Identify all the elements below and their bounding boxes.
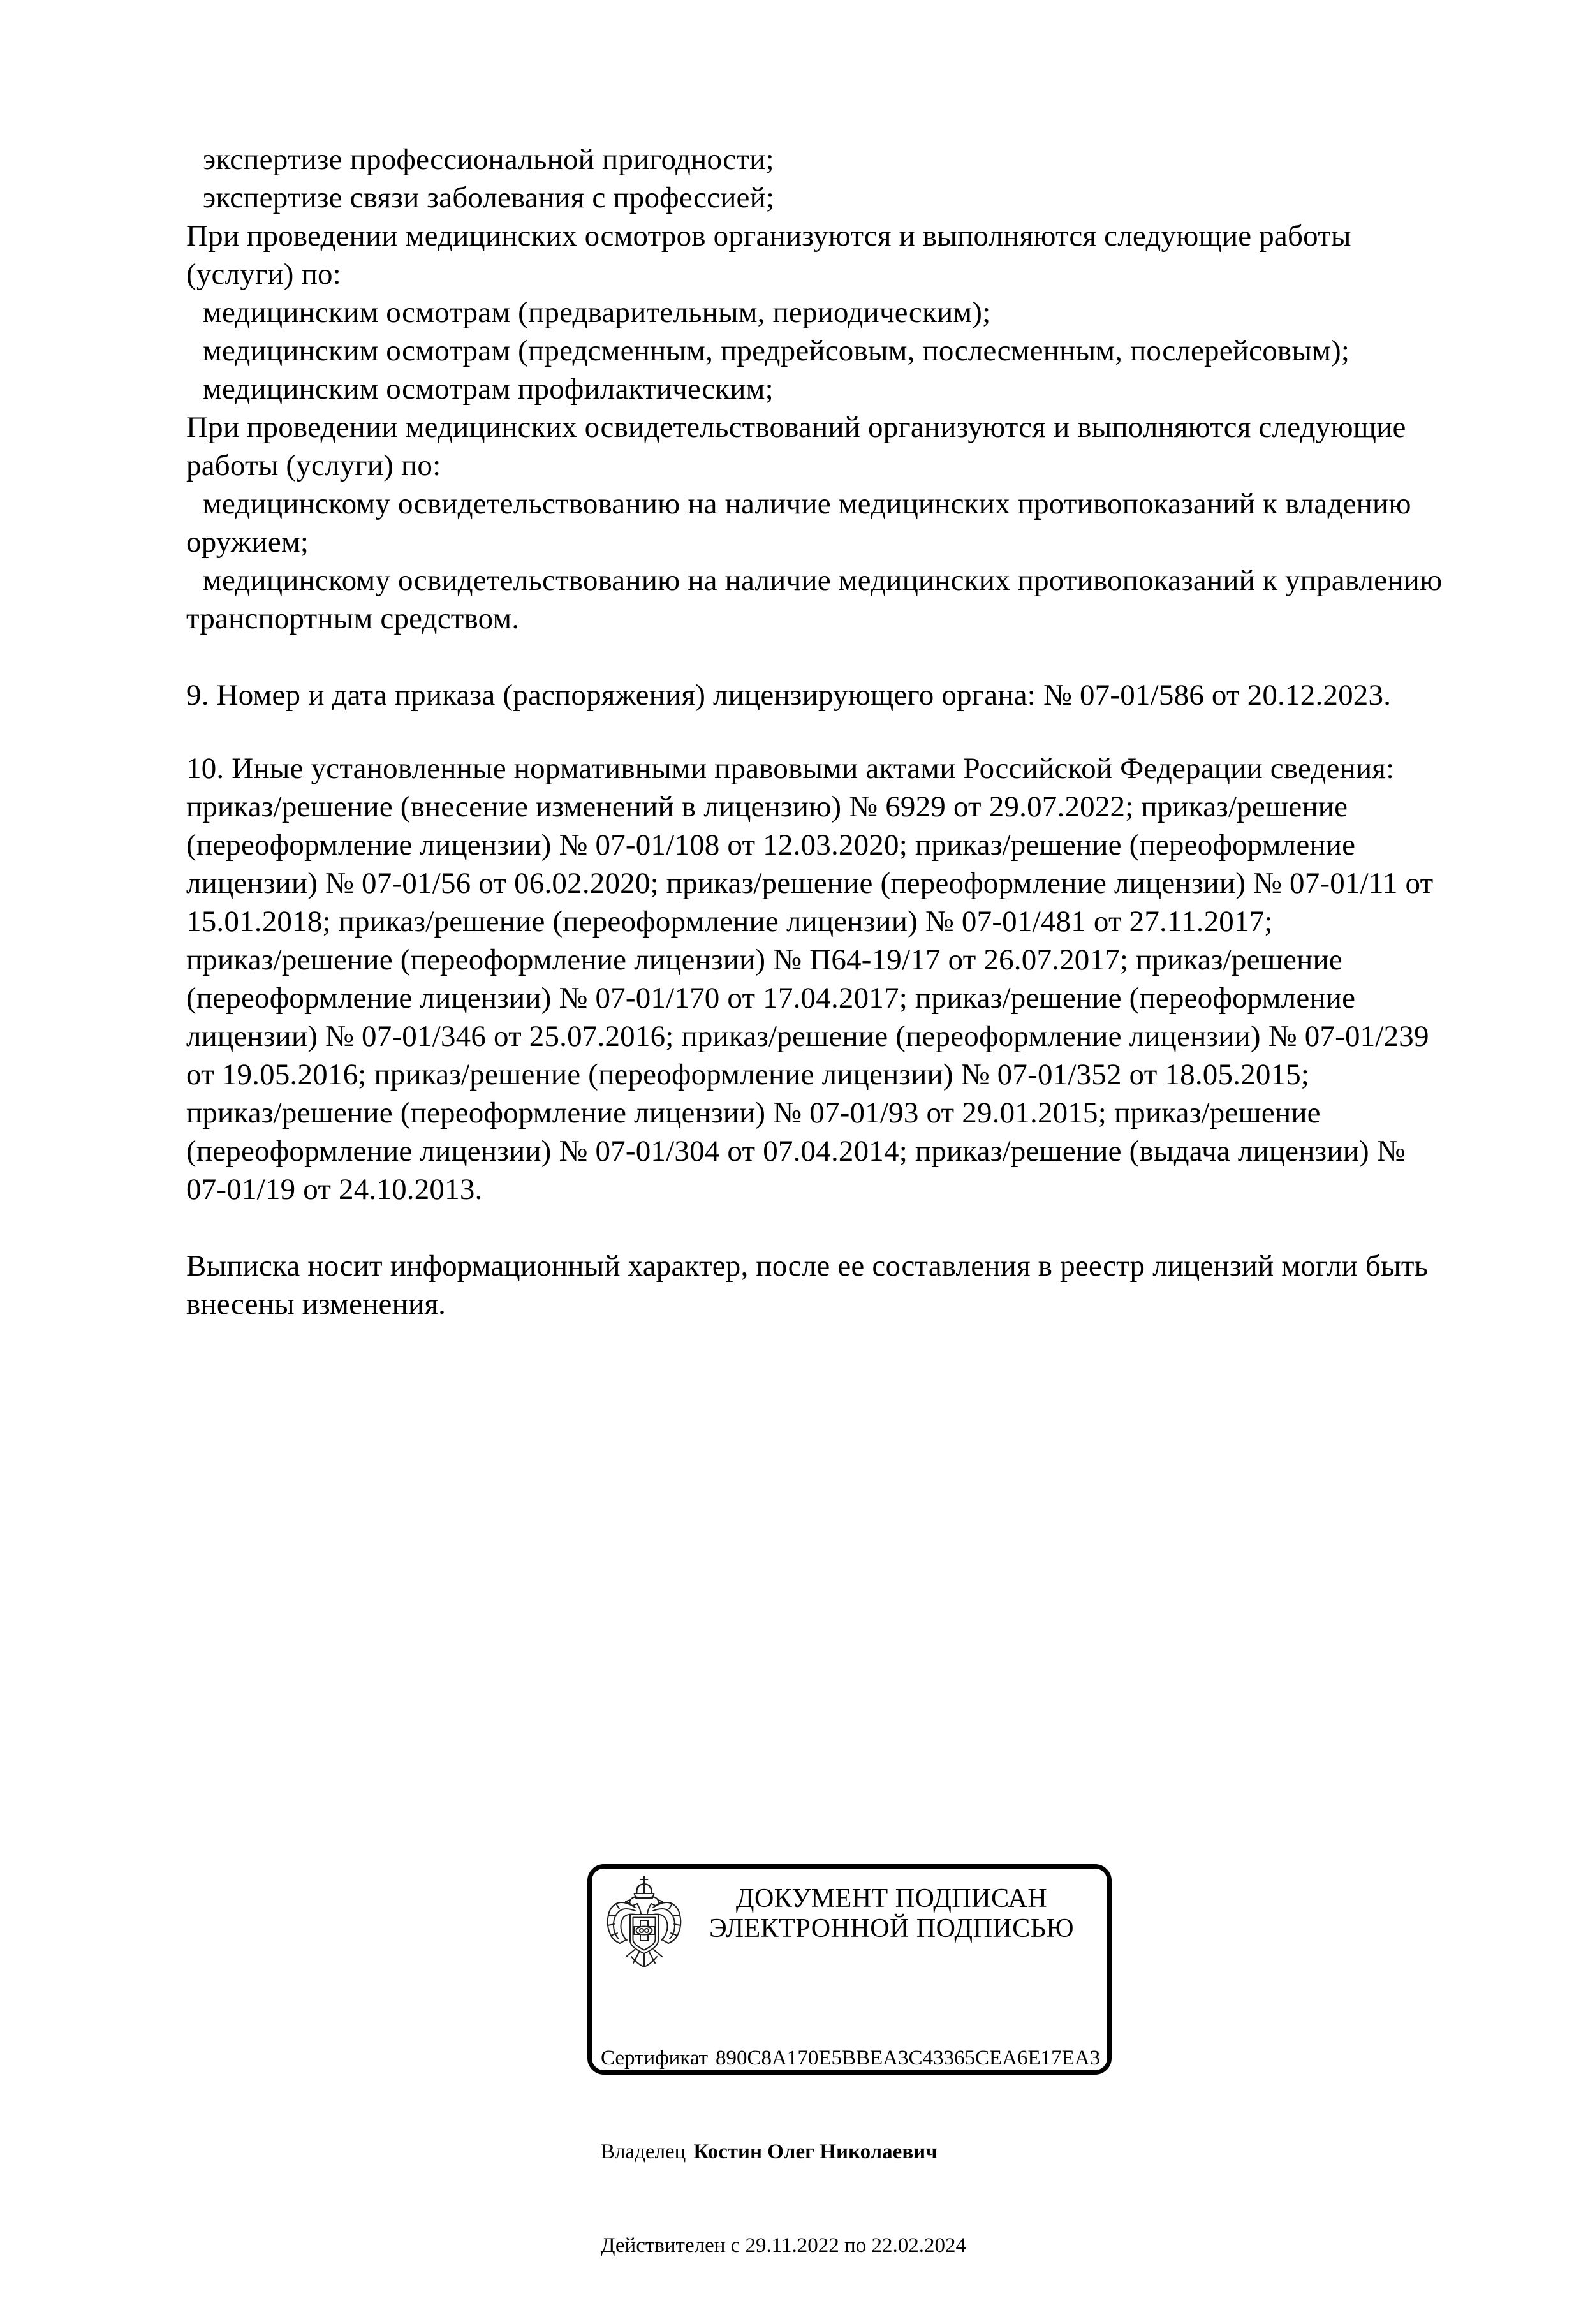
document-line: медицинским осмотрам профилактическим; bbox=[203, 372, 774, 406]
item10-line: приказ/решение (внесение изменений в лицензию) № 6929 от 29.07.2022; приказ/решение bbox=[186, 790, 1348, 823]
stamp-title bbox=[688, 1884, 1096, 1944]
document-line: транспортным средством. bbox=[186, 602, 520, 635]
owner-label: Владелец bbox=[601, 2140, 686, 2163]
item10-line: лицензии) № 07-01/346 от 25.07.2016; приказ/решение (переоформление лицензии) № 07-01/239 bbox=[186, 1020, 1429, 1053]
document-line: При проведении медицинских освидетельствований организуются и выполняются следующие bbox=[186, 411, 1406, 444]
footer-note-line: Выписка носит информационный характер, после ее составления в реестр лицензий могли быть bbox=[186, 1249, 1429, 1283]
item10-line: (переоформление лицензии) № 07-01/304 от 07.04.2014; приказ/решение (выдача лицензии) № bbox=[186, 1135, 1406, 1168]
certificate-label: Сертификат bbox=[601, 2047, 708, 2070]
document-line: экспертизе связи заболевания с профессией; bbox=[203, 181, 775, 214]
document-line: (услуги) по: bbox=[186, 258, 341, 291]
stamp-certificate-block bbox=[601, 1980, 1101, 2324]
document-line: медицинскому освидетельствованию на наличие медицинских противопоказаний к владению bbox=[203, 487, 1411, 520]
item10-line: лицензии) № 07-01/56 от 06.02.2020; приказ/решение (переоформление лицензии) № 07-01/11 от bbox=[186, 867, 1434, 900]
footer-note-line: внесены изменения. bbox=[186, 1288, 446, 1321]
stamp-title-line2: ЭЛЕКТРОННОЙ ПОДПИСЬЮ bbox=[709, 1914, 1075, 1943]
item10-line: от 19.05.2016; приказ/решение (переоформление лицензии) № 07-01/352 от 18.05.2015; bbox=[186, 1058, 1310, 1091]
owner-name: Костин Олег Николаевич bbox=[693, 2140, 938, 2163]
certificate-line bbox=[601, 2043, 1101, 2074]
item10-line: приказ/решение (переоформление лицензии) № П64-19/17 от 26.07.2017; приказ/решение bbox=[186, 943, 1342, 976]
item10-line: (переоформление лицензии) № 07-01/170 от 17.04.2017; приказ/решение (переоформление bbox=[186, 982, 1356, 1015]
stamp-title-line1: ДОКУМЕНТ ПОДПИСАН bbox=[735, 1884, 1048, 1913]
double-headed-eagle-emblem-icon bbox=[605, 1875, 684, 1969]
certificate-value: 890C8A170E5BBEA3C43365CEA6E17EA3 bbox=[716, 2047, 1101, 2070]
document-line: медицинским осмотрам (предсменным, предрейсовым, послесменным, послерейсовым); bbox=[203, 334, 1350, 367]
document-line: работы (услуги) по: bbox=[186, 449, 441, 482]
item10-line: 15.01.2018; приказ/решение (переоформление лицензии) № 07-01/481 от 27.11.2017; bbox=[186, 905, 1273, 938]
validity-line: Действителен с 29.11.2022 по 22.02.2024 bbox=[601, 2234, 966, 2257]
item10-line: (переоформление лицензии) № 07-01/108 от 12.03.2020; приказ/решение (переоформление bbox=[186, 828, 1356, 862]
document-line: оружием; bbox=[186, 526, 309, 559]
document-line: медицинским осмотрам (предварительным, периодическим); bbox=[203, 296, 991, 329]
document-line: экспертизе профессиональной пригодности; bbox=[203, 143, 774, 176]
owner-line bbox=[601, 2136, 1098, 2168]
signature-stamp bbox=[587, 1864, 1112, 2257]
document-line: При проведении медицинских осмотров организуются и выполняются следующие работы bbox=[186, 219, 1351, 253]
item10-line: приказ/решение (переоформление лицензии) № 07-01/93 от 29.01.2015; приказ/решение bbox=[186, 1096, 1321, 1129]
item10-line: 10. Иные установленные нормативными правовыми актами Российской Федерации сведения: bbox=[186, 752, 1395, 785]
document-line: медицинскому освидетельствованию на наличие медицинских противопоказаний к управлению bbox=[203, 564, 1443, 597]
item10-line: 07-01/19 от 24.10.2013. bbox=[186, 1173, 483, 1206]
item9-line: 9. Номер и дата приказа (распоряжения) лицензирующего органа: № 07-01/586 от 20.12.2023. bbox=[186, 679, 1392, 712]
